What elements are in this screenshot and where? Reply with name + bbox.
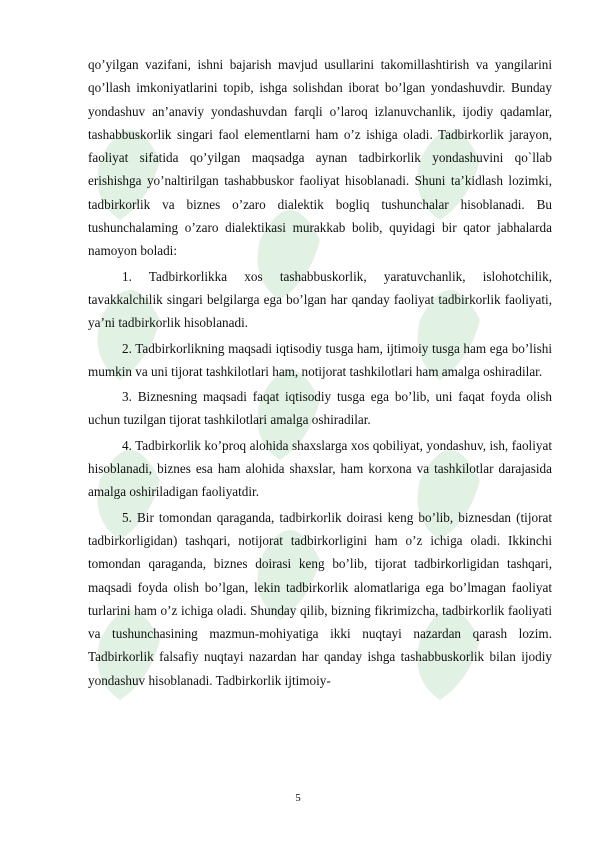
paragraph-intro: qo’yilgan vazifani, ishni bajarish mavjud usullarini takomillashtirish va yangilarini qo’llash imkoniyatlarini topib, ishga solishdan iborat bo’lgan yondashuvdir. Bunday yondashuv an’anaviy yondashuvdan farqli o’laroq izlanuvchanlik, ijodiy qadamlar, tashabbuskorlik singari faol elementlarni ham o’z ishiga oladi. Tadbirkorlik jarayon, faoliyat sifatida qo’yilgan maqsadga aynan tadbirkorlik yondashuvini qo`llab erishishga yo’naltirilgan tashabbuskor faoliyat hisoblanadi. Shuni ta’kidlash lozimki, tadbirkorlik va biznes o’zaro dialektik bogliq tushunchalar hisoblanadi. Bu tushunchalaming o’zaro dialektikasi murakkab bolib, quyidagi bir qator jabhalarda namoyon boladi: [88, 57, 552, 259]
paragraph-item-5: 5. Bir tomondan qaraganda, tadbirkorlik doirasi keng bo’lib, biznesdan (tijorat tadbirkorligidan) tashqari, notijorat tadbirkorligini ham o’z ichiga oladi. Ikkinchi tomondan qaraganda, biznes doirasi keng bo’lib, tijorat tadbirkorligidan tashqari, maqsadi foyda olish bo’lgan, lekin tadbirkorlik alomatlariga ega bo’lmagan faoliyat turlarini ham o’z ichiga oladi. Shunday qilib, bizning fikrimizcha, tadbirkorlik faoliyati va tushunchasining mazmun-mohiyatiga ikki nuqtayi nazardan qarash lozim. Tadbirkorlik falsafiy nuqtayi nazardan har qanday ishga tashabbuskorlik bilan ijodiy yondashuv hisoblanadi. Tadbirkorlik ijtimoiy- [88, 509, 552, 688]
paragraph-item-3: 3. Biznesning maqsadi faqat iqtisodiy tusga ega bo’lib, uni faqat foyda olish uchun tuzilgan tijorat tashkilotlari amalga oshiradilar. [88, 389, 552, 428]
paragraph-item-2: 2. Tadbirkorlikning maqsadi iqtisodiy tusga ham, ijtimoiy tusga ham ega bo’lishi mumkin va uni tijorat tashkilotlari ham, notijorat tashkilotlari ham amalga oshiradilar. [88, 340, 552, 379]
paragraph-item-4: 4. Tadbirkorlik ko’proq alohida shaxslarga xos qobiliyat, yondashuv, ish, faoliyat hisoblanadi, biznes esa ham alohida shaxslar, ham korxona va tashkilotlar darajasida amalga oshiriladigan faoliyatdir. [88, 437, 552, 500]
body-text [88, 53, 552, 692]
paragraph-item-1: 1. Tadbirkorlikka xos tashabbuskorlik, yaratuvchanlik, islohotchilik, tavakkalchilik singari belgilarga ega bo’lgan har qanday faoliyat tadbirkorlik faoliyati, ya’ni tadbirkorlik hisoblanadi. [88, 268, 552, 331]
page-number: 5 [295, 792, 301, 804]
